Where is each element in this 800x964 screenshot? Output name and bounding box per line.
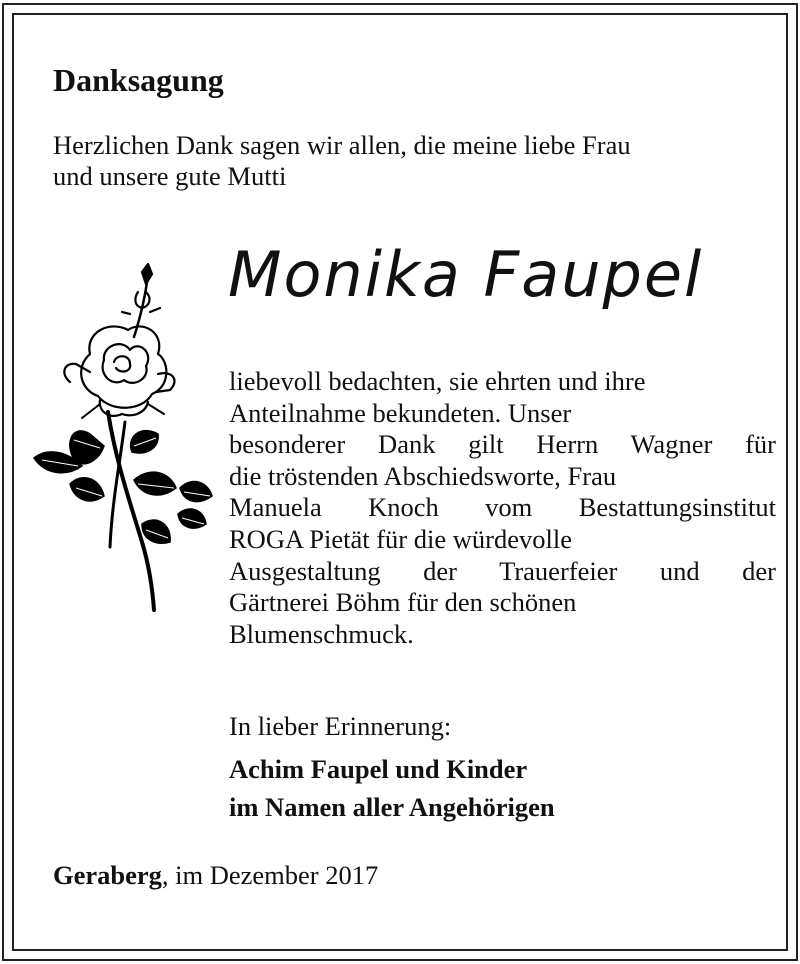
intro-text: [53, 130, 748, 192]
body-line: Ausgestaltung der Trauerfeier und der: [229, 555, 776, 586]
heading: Danksagung: [53, 62, 224, 98]
deceased-name: Monika Faupel: [228, 238, 704, 311]
body-line: Anteilnahme bekundeten. Unser: [229, 397, 572, 428]
remembrance-line: In lieber Erinnerung:: [229, 711, 452, 741]
body-line: ROGA Pietät für die würdevolle: [229, 523, 572, 554]
body-line: Manuela Knoch vom Bestattungsinstitut: [229, 492, 776, 523]
place-date: [53, 860, 378, 892]
signer-line: im Namen aller Angehörigen: [229, 792, 555, 822]
signers: [229, 750, 555, 826]
intro-line: und unsere gute Mutti: [53, 161, 287, 191]
date-text: , im Dezember 2017: [161, 860, 379, 890]
intro-line: Herzlichen Dank sagen wir allen, die meine liebe Frau: [53, 130, 631, 160]
rose-illustration: [30, 262, 215, 614]
signer-line: Achim Faupel und Kinder: [229, 754, 528, 784]
body-line: Blumenschmuck.: [229, 618, 414, 649]
body-line: Gärtnerei Böhm für den schönen: [229, 587, 577, 618]
body-text: [229, 366, 776, 650]
body-line: besonderer Dank gilt Herrn Wagner für: [229, 429, 776, 460]
body-line: liebevoll bedachten, sie ehrten und ihre: [229, 366, 646, 396]
place-name: Geraberg: [53, 860, 162, 890]
body-line: die tröstenden Abschiedsworte, Frau: [229, 460, 617, 491]
